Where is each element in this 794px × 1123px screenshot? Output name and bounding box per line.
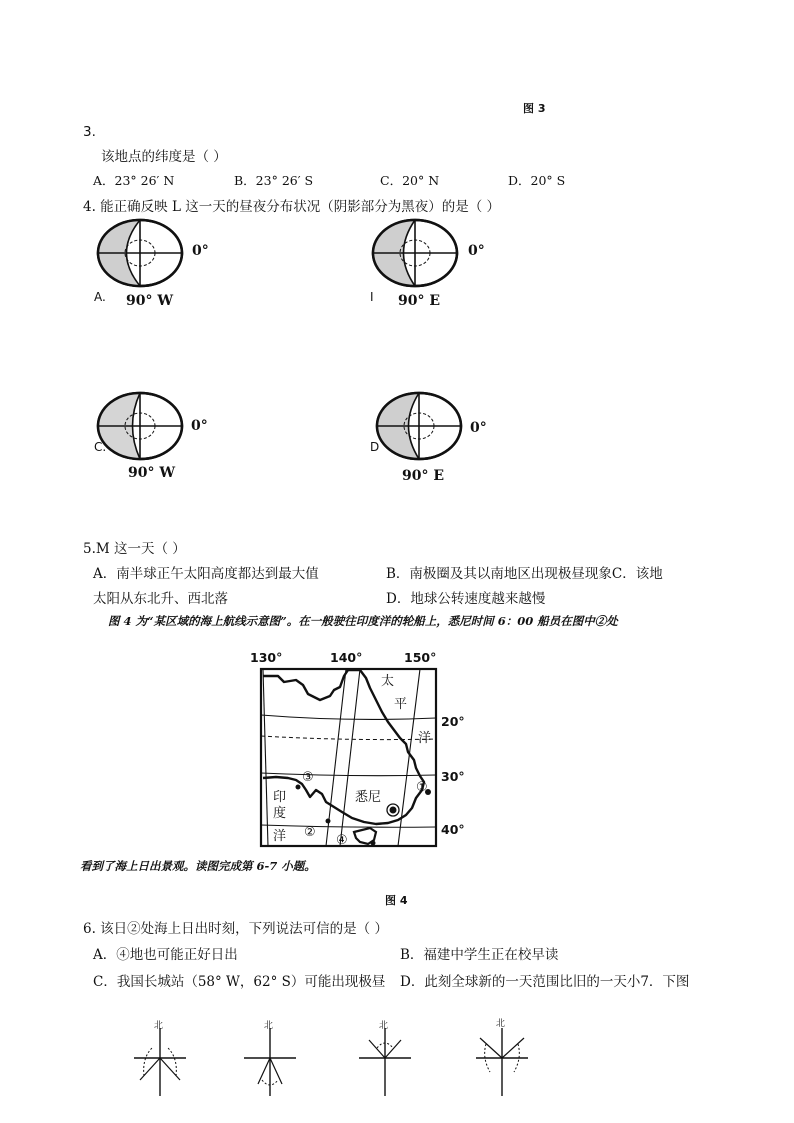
globe-c-bottom-label: 90° W [128,465,176,481]
map-lon-150: 150° [404,650,437,665]
globe-a-tag: A. [94,290,106,304]
q5-option-d: D．地球公转速度越来越慢 [386,591,546,607]
figure-4-intro: 图 4 为“某区域的海上航线示意图”。在一般驶往印度洋的轮船上，悉尼时间 6：00 船员在图中②处 [108,614,618,628]
map-marker-1: ① [416,780,428,795]
map-lon-140: 140° [330,650,363,665]
map-label-pacific-2: 平 [394,697,408,712]
globe-d-right-label: 0° [470,420,487,436]
compass-1-north: 北 [154,1021,164,1031]
q6-option-c: C．我国长城站（58° W，62° S）可能出现极昼 [93,974,386,990]
map-label-pacific-1: 太 [381,674,395,689]
q5-stem: 5.M 这一天（ ） [83,541,186,557]
q3-option-c: C．20° N [380,173,440,188]
globe-diagram-c [95,389,195,469]
compass-4-north: 北 [496,1019,506,1029]
globe-d-bottom-label: 90° E [402,468,445,484]
compass-2-north: 北 [264,1021,274,1031]
map-label-indian-2: 度 [273,806,287,821]
figure-3-caption: 图 3 [523,102,546,115]
compass-diagram-4 [472,1018,532,1098]
globe-d-tag: D [370,440,380,454]
q3-option-a: A．23° 26′ N [93,173,175,188]
q6-option-a: A．④地也可能正好日出 [93,947,238,963]
q6-option-b: B．福建中学生正在校早读 [400,947,559,963]
map-lat-40: 40° [441,822,465,837]
globe-b-bottom-label: 90° E [398,293,441,309]
map-marker-3: ③ [302,770,314,785]
q6-stem: 6. 该日②处海上日出时刻，下列说法可信的是（ ） [83,921,388,937]
figure-4-caption: 图 4 [385,894,408,907]
globe-diagram-d [374,389,474,469]
globe-diagram-b [370,216,470,296]
map-lat-20: 20° [441,714,465,729]
globe-b-right-label: 0° [468,243,485,259]
q3-number: 3. [83,124,96,140]
q3-option-b: B．23° 26′ S [234,173,314,188]
compass-3-north: 北 [379,1021,389,1031]
map-lat-30: 30° [441,769,465,784]
globe-diagram-a [95,216,195,296]
q5-option-b-c: B．南极圈及其以南地区出现极昼现象C．该地 [386,566,663,582]
globe-c-right-label: 0° [191,418,208,434]
q4-stem: 4. 能正确反映 L 这一天的昼夜分布状况（阴影部分为黑夜）的是（ ） [83,199,501,215]
q3-option-d: D．20° S [508,173,566,188]
map-marker-2: ② [304,825,316,840]
globe-b-tag: I [370,290,374,304]
globe-a-bottom-label: 90° W [126,293,174,309]
map-label-indian-3: 洋 [273,829,287,844]
map-marker-4: ④ [336,833,348,848]
globe-a-right-label: 0° [192,243,209,259]
map-label-sydney: 悉尼 [355,790,382,805]
figure-4-intro-cont: 看到了海上日出景观。读图完成第 6-7 小题。 [80,859,316,873]
q5-option-a: A．南半球正午太阳高度都达到最大值 [93,566,319,582]
q3-stem: 该地点的纬度是（ ） [101,149,227,165]
map-lon-130: 130° [250,650,283,665]
globe-c-tag: C. [94,440,107,454]
map-label-pacific-3: 洋 [418,731,432,746]
q6-option-d-q7: D．此刻全球新的一天范围比旧的一天小7．下图 [400,974,690,990]
q5-option-c-cont: 太阳从东北升、西北落 [93,591,228,607]
map-label-indian-1: 印 [273,790,287,805]
